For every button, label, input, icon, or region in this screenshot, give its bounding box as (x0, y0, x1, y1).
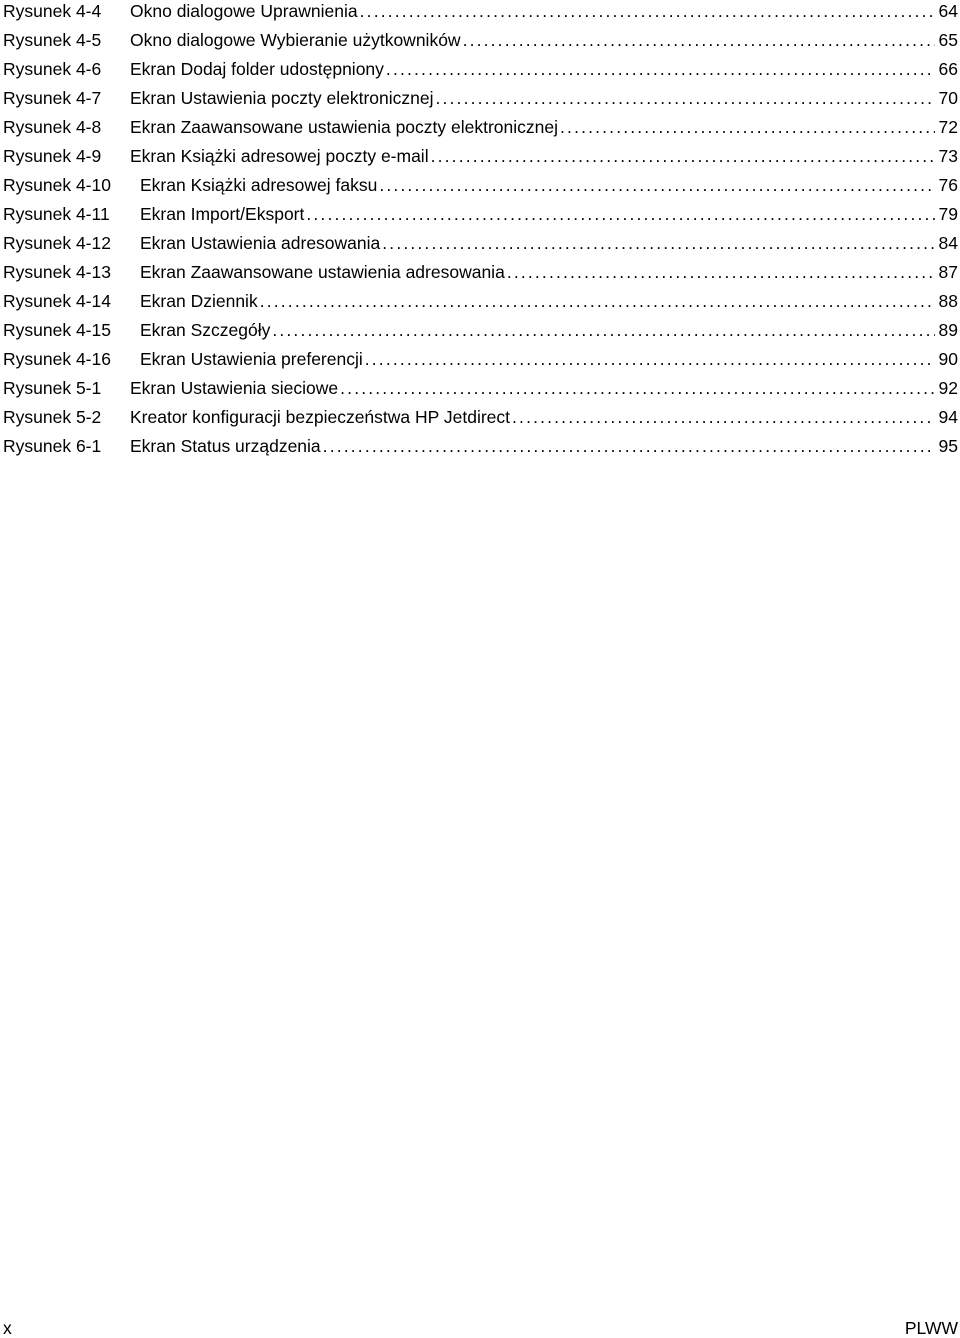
page-number: 66 (938, 59, 958, 79)
toc-entry (140, 203, 958, 225)
toc-entry (140, 319, 958, 341)
toc-row[interactable] (3, 261, 958, 290)
figure-title: Ekran Status urządzenia (130, 436, 321, 456)
page-number: 70 (938, 88, 958, 108)
figure-label: Rysunek 5-2 (3, 407, 102, 427)
dot-leader (382, 232, 934, 254)
figure-label: Rysunek 4-4 (3, 1, 102, 21)
figure-label: Rysunek 4-11 (3, 204, 110, 224)
dot-leader (340, 377, 934, 399)
dot-leader (560, 116, 935, 138)
figure-label: Rysunek 4-13 (3, 262, 111, 282)
toc-row[interactable] (3, 377, 958, 406)
page-number: 84 (938, 233, 958, 253)
figure-label: Rysunek 4-5 (3, 30, 102, 50)
page-number: 65 (938, 30, 958, 50)
toc-row[interactable] (3, 232, 958, 261)
page-number: 79 (938, 204, 958, 224)
figure-label: Rysunek 6-1 (3, 436, 102, 456)
figure-label: Rysunek 4-6 (3, 59, 102, 79)
toc-entry (130, 377, 958, 399)
figure-title: Ekran Ustawienia preferencji (140, 349, 363, 369)
toc-row[interactable] (3, 87, 958, 116)
dot-leader (431, 145, 935, 167)
page-number: 90 (938, 349, 958, 369)
dot-leader (463, 29, 935, 51)
toc-entry (140, 174, 958, 196)
toc-entry (140, 232, 958, 254)
toc-entry (130, 145, 958, 167)
figure-title: Ekran Szczegóły (140, 320, 271, 340)
figure-label: Rysunek 4-15 (3, 320, 111, 340)
figure-title: Ekran Książki adresowej poczty e-mail (130, 146, 429, 166)
figure-label: Rysunek 5-1 (3, 378, 102, 398)
toc-row[interactable] (3, 145, 958, 174)
figure-label: Rysunek 4-10 (3, 175, 111, 195)
figure-label: Rysunek 4-9 (3, 146, 102, 166)
dot-leader (435, 87, 934, 109)
toc-entry (130, 116, 958, 138)
toc-row[interactable] (3, 435, 958, 464)
page-number: 95 (938, 436, 958, 456)
toc-row[interactable] (3, 116, 958, 145)
dot-leader (507, 261, 935, 283)
dot-leader (360, 0, 935, 22)
figure-label: Rysunek 4-16 (3, 349, 111, 369)
figure-title: Ekran Zaawansowane ustawienia adresowania (140, 262, 505, 282)
figure-title: Ekran Zaawansowane ustawienia poczty elektronicznej (130, 117, 559, 137)
page-number: 92 (938, 378, 958, 398)
dot-leader (386, 58, 935, 80)
toc-entry (130, 0, 958, 22)
toc-row[interactable] (3, 319, 958, 348)
toc-entry (130, 87, 958, 109)
dot-leader (365, 348, 935, 370)
toc-entry (130, 29, 958, 51)
figure-label: Rysunek 4-14 (3, 291, 111, 311)
dot-leader (512, 406, 935, 428)
page-number: 88 (938, 291, 958, 311)
dot-leader (260, 290, 935, 312)
page-number: 72 (938, 117, 958, 137)
figure-title: Ekran Ustawienia adresowania (140, 233, 381, 253)
page-number: 89 (938, 320, 958, 340)
dot-leader (379, 174, 934, 196)
figure-label: Rysunek 4-12 (3, 233, 111, 253)
figure-label: Rysunek 4-7 (3, 88, 102, 108)
figure-title: Okno dialogowe Wybieranie użytkowników (130, 30, 461, 50)
page-number: 64 (938, 1, 958, 21)
page-number: 87 (938, 262, 958, 282)
toc-row[interactable] (3, 0, 958, 29)
figure-title: Ekran Dziennik (140, 291, 258, 311)
figure-title: Okno dialogowe Uprawnienia (130, 1, 358, 21)
toc-row[interactable] (3, 290, 958, 319)
list-of-figures (3, 0, 958, 464)
footer-page-number: x (3, 1318, 12, 1338)
figure-title: Kreator konfiguracji bezpieczeństwa HP Jetdirect (130, 407, 511, 427)
page-number: 76 (938, 175, 958, 195)
toc-entry (140, 261, 958, 283)
toc-row[interactable] (3, 406, 958, 435)
dot-leader (306, 203, 934, 225)
figure-title: Ekran Książki adresowej faksu (140, 175, 378, 195)
toc-entry (130, 406, 958, 428)
figure-label: Rysunek 4-8 (3, 117, 102, 137)
toc-row[interactable] (3, 203, 958, 232)
toc-entry (130, 435, 958, 457)
page-number: 94 (938, 407, 958, 427)
figure-title: Ekran Dodaj folder udostępniony (130, 59, 384, 79)
toc-row[interactable] (3, 29, 958, 58)
figure-title: Ekran Ustawienia sieciowe (130, 378, 339, 398)
toc-row[interactable] (3, 174, 958, 203)
toc-entry (140, 290, 958, 312)
dot-leader (323, 435, 935, 457)
toc-row[interactable] (3, 58, 958, 87)
page-number: 73 (938, 146, 958, 166)
figure-title: Ekran Ustawienia poczty elektronicznej (130, 88, 434, 108)
dot-leader (272, 319, 934, 341)
toc-row[interactable] (3, 348, 958, 377)
figure-title: Ekran Import/Eksport (140, 204, 305, 224)
footer-locale-code: PLWW (904, 1318, 958, 1338)
toc-entry (130, 58, 958, 80)
toc-entry (140, 348, 958, 370)
